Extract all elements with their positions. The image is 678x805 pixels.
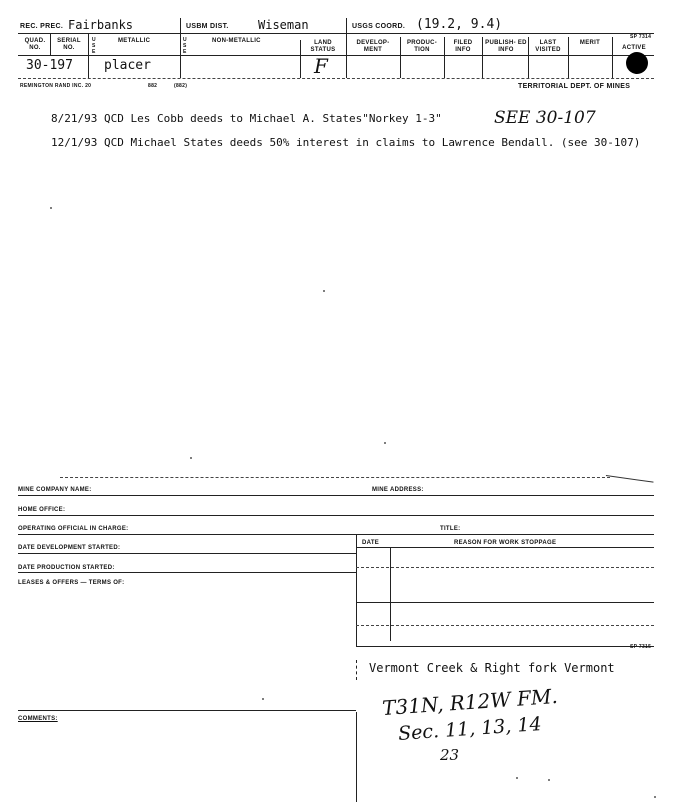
handwritten-sections: Sec. 11, 13, 14 xyxy=(397,713,543,745)
usgs-coord-value: (19.2, 9.4) xyxy=(416,17,503,32)
entry-1-note: SEE 30-107 xyxy=(494,108,596,128)
active-marker-icon xyxy=(626,52,648,74)
date-production-started-label: DATE PRODUCTION STARTED: xyxy=(18,565,115,571)
home-office-label: HOME OFFICE: xyxy=(18,507,66,513)
mine-address-label: MINE ADDRESS: xyxy=(372,487,424,493)
mine-company-name-label: MINE COMPANY NAME: xyxy=(18,487,92,493)
quad-serial-value: 30-197 xyxy=(26,58,73,73)
scan-speck xyxy=(654,796,656,798)
form-number-top: SP 7314 xyxy=(630,34,652,40)
comments-label: COMMENTS: xyxy=(18,716,58,722)
handwritten-township: T31N, R12W FM. xyxy=(381,683,559,721)
form-number-bottom: SP 7315 xyxy=(630,644,652,650)
col-active: ACTIVE xyxy=(622,45,646,51)
entry-2: 12/1/93 QCD Michael States deeds 50% interest in claims to Lawrence Bendall. (see 30-107) xyxy=(51,136,641,149)
scan-speck xyxy=(516,777,518,779)
scan-speck xyxy=(50,207,52,209)
col-quad-no: QUAD. NO. xyxy=(24,38,46,51)
usbm-dist-value: Wiseman xyxy=(258,18,309,32)
land-status-value: F xyxy=(314,54,328,78)
handwritten-number: 23 xyxy=(440,746,460,764)
col-use-marks: U S E xyxy=(92,37,96,55)
scan-speck xyxy=(548,779,550,781)
rec-prec-label: REC. PREC. xyxy=(20,23,64,30)
scan-speck xyxy=(262,698,264,700)
location-text: Vermont Creek & Right fork Vermont xyxy=(369,661,615,675)
col-filed-info: FILED INFO xyxy=(453,40,473,53)
printer-code: 882 xyxy=(148,83,158,89)
col-non-metallic: NON-METALLIC xyxy=(212,38,261,44)
col-serial-no: SERIAL NO. xyxy=(57,38,81,51)
col-metallic: METALLIC xyxy=(118,38,151,44)
scan-speck xyxy=(384,442,386,444)
col-production: PRODUC- TION xyxy=(406,40,438,53)
usgs-coord-label: USGS COORD. xyxy=(352,23,406,30)
operating-official-label: OPERATING OFFICIAL IN CHARGE: xyxy=(18,526,129,532)
printer-code-paren: (882) xyxy=(174,83,188,89)
rec-prec-value: Fairbanks xyxy=(68,18,134,32)
usbm-dist-label: USBM DIST. xyxy=(186,23,229,30)
entry-1: 8/21/93 QCD Les Cobb deeds to Michael A. States"Norkey 1-3" xyxy=(51,112,442,125)
col-use-marks-2: U S E xyxy=(183,37,187,55)
col-development: DEVELOP- MENT xyxy=(356,40,390,53)
col-merit: MERIT xyxy=(579,40,601,46)
reason-col-label: REASON FOR WORK STOPPAGE xyxy=(454,540,557,546)
printer-label: REMINGTON RAND INC. 20 xyxy=(20,83,92,89)
col-last-visited: LAST VISITED xyxy=(535,40,561,53)
scan-speck xyxy=(190,457,192,459)
leases-offers-label: LEASES & OFFERS — TERMS OF: xyxy=(18,580,125,586)
date-col-label: DATE xyxy=(362,540,380,546)
department-label: TERRITORIAL DEPT. OF MINES xyxy=(518,83,631,90)
date-development-started-label: DATE DEVELOPMENT STARTED: xyxy=(18,545,121,551)
metallic-value: placer xyxy=(104,58,151,73)
col-published-info: PUBLISH- ED INFO xyxy=(485,40,527,53)
title-label: TITLE: xyxy=(440,526,461,532)
col-land-status: LAND STATUS xyxy=(310,40,336,53)
scan-speck xyxy=(323,290,325,292)
